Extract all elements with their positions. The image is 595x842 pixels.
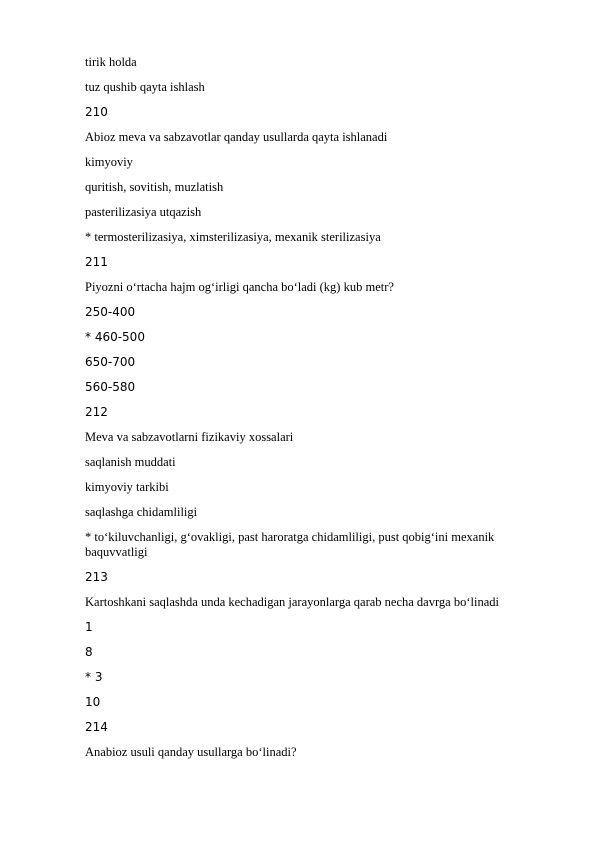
question-text: Kartoshkani saqlashda unda kechadigan jarayonlarga qarab necha davrga bo‘linadi <box>85 595 499 609</box>
answer-option: 1 <box>85 620 93 634</box>
answer-option: kimyoviy tarkibi <box>85 480 169 494</box>
answer-option: tirik holda <box>85 55 137 69</box>
answer-option: saqlashga chidamliligi <box>85 505 198 519</box>
question-number: 212 <box>85 405 108 419</box>
question-number: 210 <box>85 105 108 119</box>
answer-option: 650-700 <box>85 355 136 369</box>
answer-option: 560-580 <box>85 380 136 394</box>
answer-option: 250-400 <box>85 305 136 319</box>
answer-option: 8 <box>85 645 93 659</box>
correct-answer-option: * 3 <box>85 670 103 684</box>
question-number: 211 <box>85 255 108 269</box>
question-number: 213 <box>85 570 108 584</box>
answer-option: kimyoviy <box>85 155 133 169</box>
answer-option: tuz qushib qayta ishlash <box>85 80 205 94</box>
answer-option: pasterilizasiya utqazish <box>85 205 202 219</box>
question-number: 214 <box>85 720 108 734</box>
question-text: Piyozni o‘rtacha hajm og‘irligi qancha bo‘ladi (kg) kub metr? <box>85 280 394 294</box>
answer-option: quritish, sovitish, muzlatish <box>85 180 224 194</box>
answer-option: saqlanish muddati <box>85 455 176 469</box>
question-text: Meva va sabzavotlarni fizikaviy xossalari <box>85 430 294 444</box>
correct-answer-option: * termosterilizasiya, ximsterilizasiya, mexanik sterilizasiya <box>85 230 381 244</box>
document-body <box>85 55 555 770</box>
answer-option: 10 <box>85 695 101 709</box>
correct-answer-option: * 460-500 <box>85 330 145 344</box>
correct-answer-option: * to‘kiluvchanligi, g‘ovakligi, past haroratga chidamliligi, pust qobig‘ini mexanik baquvvatligi <box>85 530 495 559</box>
question-text: Abioz meva va sabzavotlar qanday usullarda qayta ishlanadi <box>85 130 388 144</box>
question-text: Anabioz usuli qanday usullarga bo‘linadi? <box>85 745 297 759</box>
